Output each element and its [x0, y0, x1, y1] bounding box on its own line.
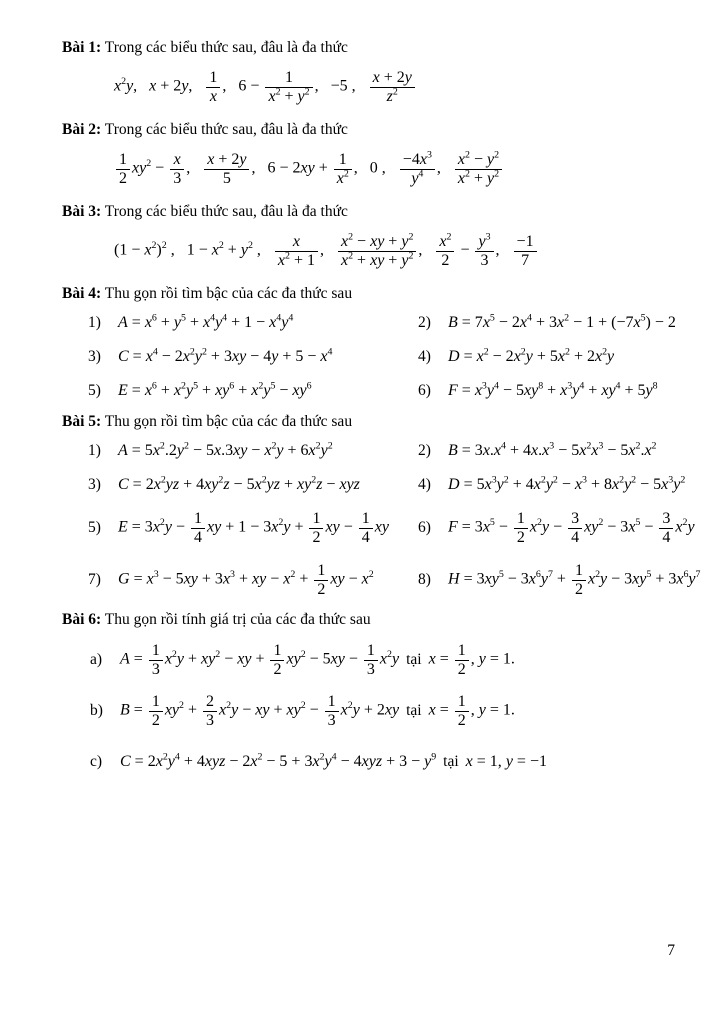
polynomial-expression: $C = x^4 - 2x^2y^2 + 3xy - 4y + 5 - x^4$	[118, 346, 333, 365]
section-number: Bài 2:	[62, 121, 102, 138]
item-label: 4)	[418, 348, 431, 365]
exercise-item	[88, 314, 418, 332]
item-label: 2)	[418, 314, 431, 331]
section-number: Bài 4:	[62, 285, 102, 302]
item-label: 4)	[418, 476, 431, 493]
item-label: 6)	[418, 519, 431, 536]
polynomial-expression: $B = 3x.x^4 + 4x.x^3 - 5x^2x^3 - 5x^2.x^2$	[448, 440, 657, 459]
exercise-item	[62, 639, 667, 681]
item-label: 6)	[418, 382, 431, 399]
section-bai4	[62, 284, 676, 408]
polynomial-expression: A = $\frac{1}{3}$ $x^2y + xy^2$ − xy + $\frac{1}{2}$ $xy^2 - 5xy$ − $\frac{1}{3}$ $x^2y$	[120, 642, 400, 678]
polynomial-expression: $D = x^2 - 2x^2y + 5x^2 + 2x^2y$	[448, 346, 615, 365]
exercise-grid	[62, 434, 701, 606]
item-label: 5)	[88, 519, 101, 536]
item-label: 1)	[88, 314, 101, 331]
polynomial-expression: $A = 5x^2.2y^2 - 5x.3xy - x^2y + 6x^2y^2$	[118, 440, 333, 459]
evaluation-condition: x = $\frac{1}{2}$ , y = 1.	[428, 642, 515, 678]
section-heading	[62, 38, 667, 58]
section-title: Thu gọn rồi tìm bậc của các đa thức sau	[104, 413, 353, 430]
exercise-item	[88, 442, 418, 460]
section-heading	[62, 202, 667, 222]
section-bai3	[62, 202, 667, 280]
polynomial-expression: $H = 3xy^5 - 3x^6y^7$ + $\frac{1}{2}$ $x^2y - 3xy^5 + 3x^6y^7$	[448, 562, 701, 598]
expression-list: $\frac{1}{2}$ $xy^2$ − $\frac{x}{3}$ , $\frac{x + 2y}{5}$ , 6 − 2xy + $\frac{1}{x^2}$ , 0 , $\frac{-4x^3}{y^4}$ , $\frac{x^2 - y^2}{x^2 + y^2}$	[114, 151, 504, 187]
section-bai6	[62, 610, 667, 783]
tai-label: tại	[443, 753, 459, 770]
polynomial-expression: $E = x^6 + x^2y^5 + xy^6 + x^2y^5 - xy^6$	[118, 380, 312, 399]
polynomial-expression: $B = 7x^5 - 2x^4 + 3x^2 - 1 + (-7x^5) - 2$	[448, 312, 676, 331]
exercise-item	[418, 560, 700, 600]
section-title: Trong các biểu thức sau, đâu là đa thức	[104, 39, 348, 56]
polynomial-expression: $C = 2x^2yz + 4xy^2z - 5x^2yz + xy^2z$ − xyz	[118, 474, 360, 493]
section-heading	[62, 412, 667, 432]
polynomial-expression: $C = 2x^2y^4 + 4xyz - 2x^2 - 5 + 3x^2y^4 - 4xyz + 3 - y^9$	[120, 751, 437, 770]
section-number: Bài 3:	[62, 203, 102, 220]
polynomial-expression: $F = 3x^5$ − $\frac{1}{2}$ $x^2y$ − $\frac{3}{4}$ $xy^2 - 3x^5$ − $\frac{3}{4}$ $x^2y$	[448, 510, 695, 546]
section-title: Trong các biểu thức sau, đâu là đa thức	[104, 121, 348, 138]
polynomial-expression: $G = x^3 - 5xy + 3x^3$ + xy − $x^2$ + $\frac{1}{2}$ xy − $x^2$	[118, 562, 374, 598]
exercise-item	[418, 348, 676, 366]
page-number: 7	[667, 942, 675, 959]
exercise-item	[88, 382, 418, 400]
section-number: Bài 6:	[62, 611, 102, 628]
math-expression	[62, 60, 667, 116]
item-label: 3)	[88, 476, 101, 493]
item-label: b)	[90, 702, 103, 719]
exercise-grid	[62, 306, 676, 408]
math-expression	[62, 142, 667, 198]
section-heading	[62, 284, 667, 304]
item-label: 3)	[88, 348, 101, 365]
section-heading	[62, 610, 667, 630]
tai-label: tại	[406, 651, 422, 668]
item-label: 5)	[88, 382, 101, 399]
exercise-item	[418, 314, 676, 332]
section-bai2	[62, 120, 667, 198]
evaluation-condition: x = $\frac{1}{2}$ , y = 1.	[428, 693, 515, 729]
item-label: 7)	[88, 571, 101, 588]
expression-list: $x^2y$, x + 2y, $\frac{1}{x}$ , 6 − $\frac{1}{x^2 + y^2}$ , −5 , $\frac{x + 2y}{z^2}$	[114, 69, 417, 105]
item-label: a)	[90, 651, 103, 668]
polynomial-expression: $E = 3x^2y$ − $\frac{1}{4}$ xy + $1 - 3x^2y$ + $\frac{1}{2}$ xy − $\frac{1}{4}$ xy	[118, 510, 389, 546]
expression-list: $(1 - x^2)^2$ , $1 - x^2 + y^2$ , $\frac{x}{x^2 + 1}$ , $\frac{x^2 - xy + y^2}{x^2 + xy + y^2}$ , $\frac{x^2}{2}$ − $\frac{y^3}{3}$ , $\frac{-1}{7}$	[114, 233, 539, 269]
exercise-item	[418, 476, 700, 494]
section-heading	[62, 120, 667, 140]
section-number: Bài 5:	[62, 413, 102, 430]
item-label: 2)	[418, 442, 431, 459]
exercise-item	[88, 560, 418, 600]
section-bai5	[62, 412, 701, 606]
tai-label: tại	[406, 702, 422, 719]
section-title: Trong các biểu thức sau, đâu là đa thức	[104, 203, 348, 220]
polynomial-expression: B = $\frac{1}{2}$ $xy^2$ + $\frac{2}{3}$ $x^2y$ − xy + $xy^2$ − $\frac{1}{3}$ $x^2y + 2xy$	[120, 693, 400, 729]
item-label: 8)	[418, 571, 431, 588]
evaluation-condition: x = 1, y = −1	[465, 753, 547, 770]
polynomial-expression: $A = x^6 + y^5 + x^4y^4 + 1 - x^4y^4$	[118, 312, 294, 331]
exercise-item	[62, 741, 667, 783]
section-title: Thu gọn rồi tìm bậc của các đa thức sau	[104, 285, 353, 302]
polynomial-expression: $F = x^3y^4 - 5xy^8 + x^3y^4 + xy^4 + 5y^8$	[448, 380, 658, 399]
exercise-item	[88, 348, 418, 366]
item-label: c)	[90, 753, 103, 770]
exercise-item	[88, 508, 418, 548]
item-label: 1)	[88, 442, 101, 459]
math-expression	[62, 224, 667, 280]
section-title: Thu gọn rồi tính giá trị của các đa thức sau	[104, 611, 371, 628]
exercise-item	[418, 442, 700, 460]
exercise-item	[418, 382, 676, 400]
exercise-item	[418, 508, 700, 548]
polynomial-expression: $D = 5x^3y^2 + 4x^2y^2 - x^3 + 8x^2y^2 - 5x^3y^2$	[448, 474, 686, 493]
section-bai1	[62, 38, 667, 116]
section-number: Bài 1:	[62, 39, 102, 56]
exercise-item	[88, 476, 418, 494]
exercise-item	[62, 690, 667, 732]
